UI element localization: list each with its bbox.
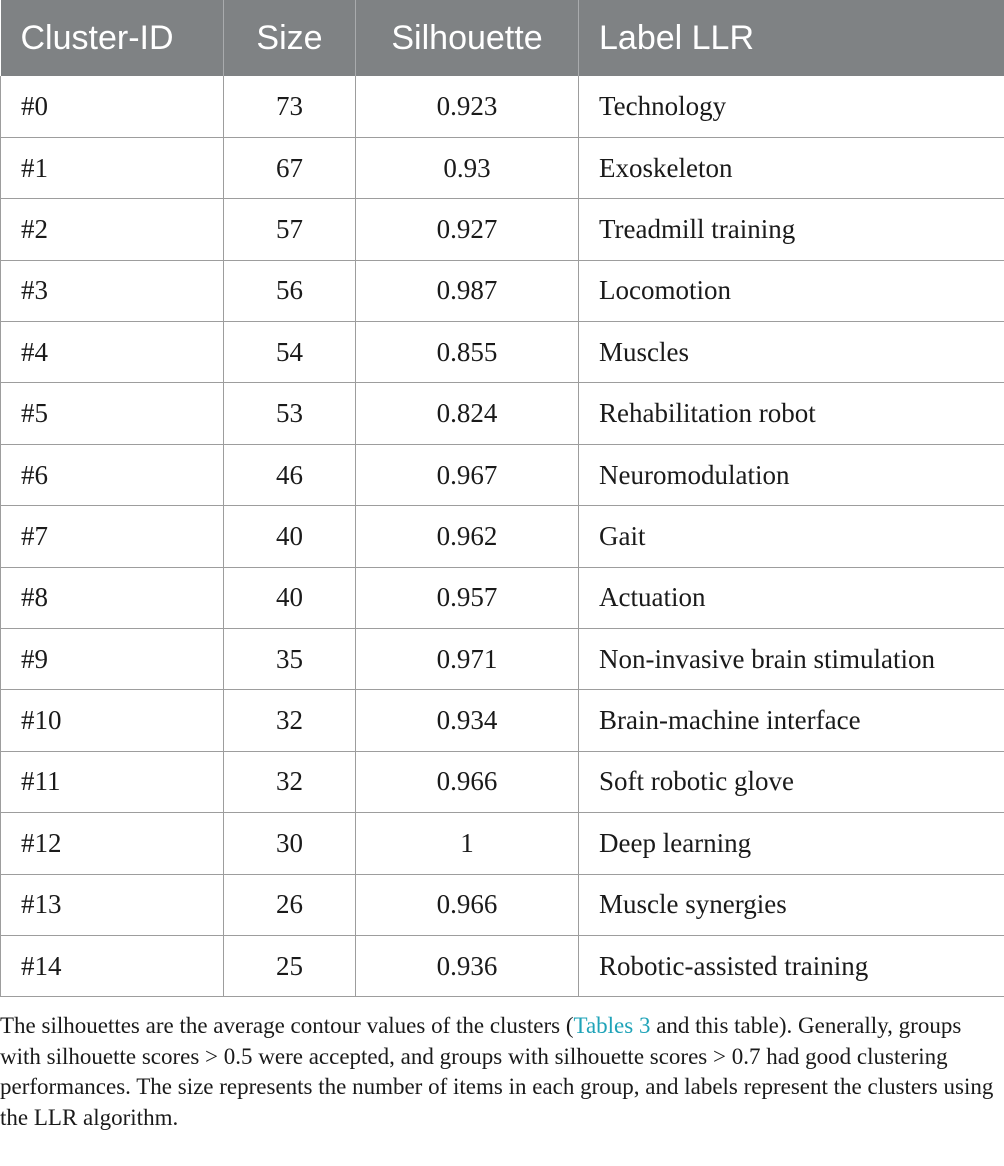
cell-silhouette: 0.987 bbox=[356, 260, 579, 321]
cell-size: 40 bbox=[224, 567, 356, 628]
cell-size: 46 bbox=[224, 444, 356, 505]
table-row bbox=[1, 935, 1004, 996]
cell-silhouette: 0.923 bbox=[356, 76, 579, 137]
cell-cluster-id: #1 bbox=[1, 137, 224, 198]
cell-cluster-id: #0 bbox=[1, 76, 224, 137]
cell-label: Muscles bbox=[579, 322, 1004, 383]
cell-silhouette: 0.971 bbox=[356, 629, 579, 690]
cell-label: Non-invasive brain stimulation bbox=[579, 629, 1004, 690]
cell-silhouette: 0.957 bbox=[356, 567, 579, 628]
cell-size: 73 bbox=[224, 76, 356, 137]
cell-cluster-id: #13 bbox=[1, 874, 224, 935]
cell-silhouette: 0.967 bbox=[356, 444, 579, 505]
cell-silhouette: 0.936 bbox=[356, 935, 579, 996]
cell-label: Locomotion bbox=[579, 260, 1004, 321]
cell-cluster-id: #4 bbox=[1, 322, 224, 383]
cell-label: Robotic-assisted training bbox=[579, 935, 1004, 996]
cell-label: Rehabilitation robot bbox=[579, 383, 1004, 444]
cell-cluster-id: #12 bbox=[1, 813, 224, 874]
cell-silhouette: 1 bbox=[356, 813, 579, 874]
table-row bbox=[1, 76, 1004, 137]
cell-size: 53 bbox=[224, 383, 356, 444]
cell-silhouette: 0.927 bbox=[356, 199, 579, 260]
cell-silhouette: 0.966 bbox=[356, 751, 579, 812]
cell-cluster-id: #5 bbox=[1, 383, 224, 444]
table-row bbox=[1, 751, 1004, 812]
header-cluster-id: Cluster-ID bbox=[1, 0, 224, 76]
table-body bbox=[1, 76, 1004, 997]
cell-cluster-id: #2 bbox=[1, 199, 224, 260]
cell-label: Muscle synergies bbox=[579, 874, 1004, 935]
header-row bbox=[1, 0, 1004, 76]
cell-cluster-id: #11 bbox=[1, 751, 224, 812]
cell-size: 30 bbox=[224, 813, 356, 874]
tables-3-link[interactable]: Tables 3 bbox=[573, 1013, 651, 1038]
cell-size: 32 bbox=[224, 690, 356, 751]
cell-cluster-id: #14 bbox=[1, 935, 224, 996]
cell-silhouette: 0.966 bbox=[356, 874, 579, 935]
cell-silhouette: 0.855 bbox=[356, 322, 579, 383]
cell-size: 40 bbox=[224, 506, 356, 567]
table-row bbox=[1, 813, 1004, 874]
table-row bbox=[1, 137, 1004, 198]
cell-label: Treadmill training bbox=[579, 199, 1004, 260]
footnote-text-end: and this table). Generally, groups with silhouette scores > 0.5 were accepted, and groups with silhouette scores > 0.7 had good clustering performances. The size represents the number of items in each group, and labels represent the clusters using the LLR algorithm. bbox=[0, 1013, 994, 1130]
cell-cluster-id: #6 bbox=[1, 444, 224, 505]
cell-size: 25 bbox=[224, 935, 356, 996]
table-header bbox=[1, 0, 1004, 76]
header-label-llr: Label LLR bbox=[579, 0, 1004, 76]
table-footnote bbox=[0, 1011, 995, 1133]
cell-size: 56 bbox=[224, 260, 356, 321]
header-silhouette: Silhouette bbox=[356, 0, 579, 76]
table-row bbox=[1, 444, 1004, 505]
cell-label: Neuromodulation bbox=[579, 444, 1004, 505]
cell-size: 35 bbox=[224, 629, 356, 690]
cell-label: Soft robotic glove bbox=[579, 751, 1004, 812]
cell-label: Technology bbox=[579, 76, 1004, 137]
table-row bbox=[1, 506, 1004, 567]
cell-silhouette: 0.934 bbox=[356, 690, 579, 751]
cell-size: 26 bbox=[224, 874, 356, 935]
cell-label: Actuation bbox=[579, 567, 1004, 628]
cell-size: 57 bbox=[224, 199, 356, 260]
cell-silhouette: 0.824 bbox=[356, 383, 579, 444]
cell-size: 67 bbox=[224, 137, 356, 198]
table-row bbox=[1, 199, 1004, 260]
cell-label: Deep learning bbox=[579, 813, 1004, 874]
table-row bbox=[1, 629, 1004, 690]
cell-label: Brain-machine interface bbox=[579, 690, 1004, 751]
table-row bbox=[1, 322, 1004, 383]
header-size: Size bbox=[224, 0, 356, 76]
cell-cluster-id: #9 bbox=[1, 629, 224, 690]
cell-cluster-id: #7 bbox=[1, 506, 224, 567]
cell-silhouette: 0.962 bbox=[356, 506, 579, 567]
table-row bbox=[1, 567, 1004, 628]
cell-label: Gait bbox=[579, 506, 1004, 567]
table-row bbox=[1, 260, 1004, 321]
cell-size: 32 bbox=[224, 751, 356, 812]
cell-silhouette: 0.93 bbox=[356, 137, 579, 198]
cell-cluster-id: #10 bbox=[1, 690, 224, 751]
cell-label: Exoskeleton bbox=[579, 137, 1004, 198]
footnote-text-start: The silhouettes are the average contour values of the clusters ( bbox=[0, 1013, 574, 1038]
table-row bbox=[1, 690, 1004, 751]
cell-cluster-id: #8 bbox=[1, 567, 224, 628]
cell-size: 54 bbox=[224, 322, 356, 383]
table-row bbox=[1, 874, 1004, 935]
cell-cluster-id: #3 bbox=[1, 260, 224, 321]
table-row bbox=[1, 383, 1004, 444]
